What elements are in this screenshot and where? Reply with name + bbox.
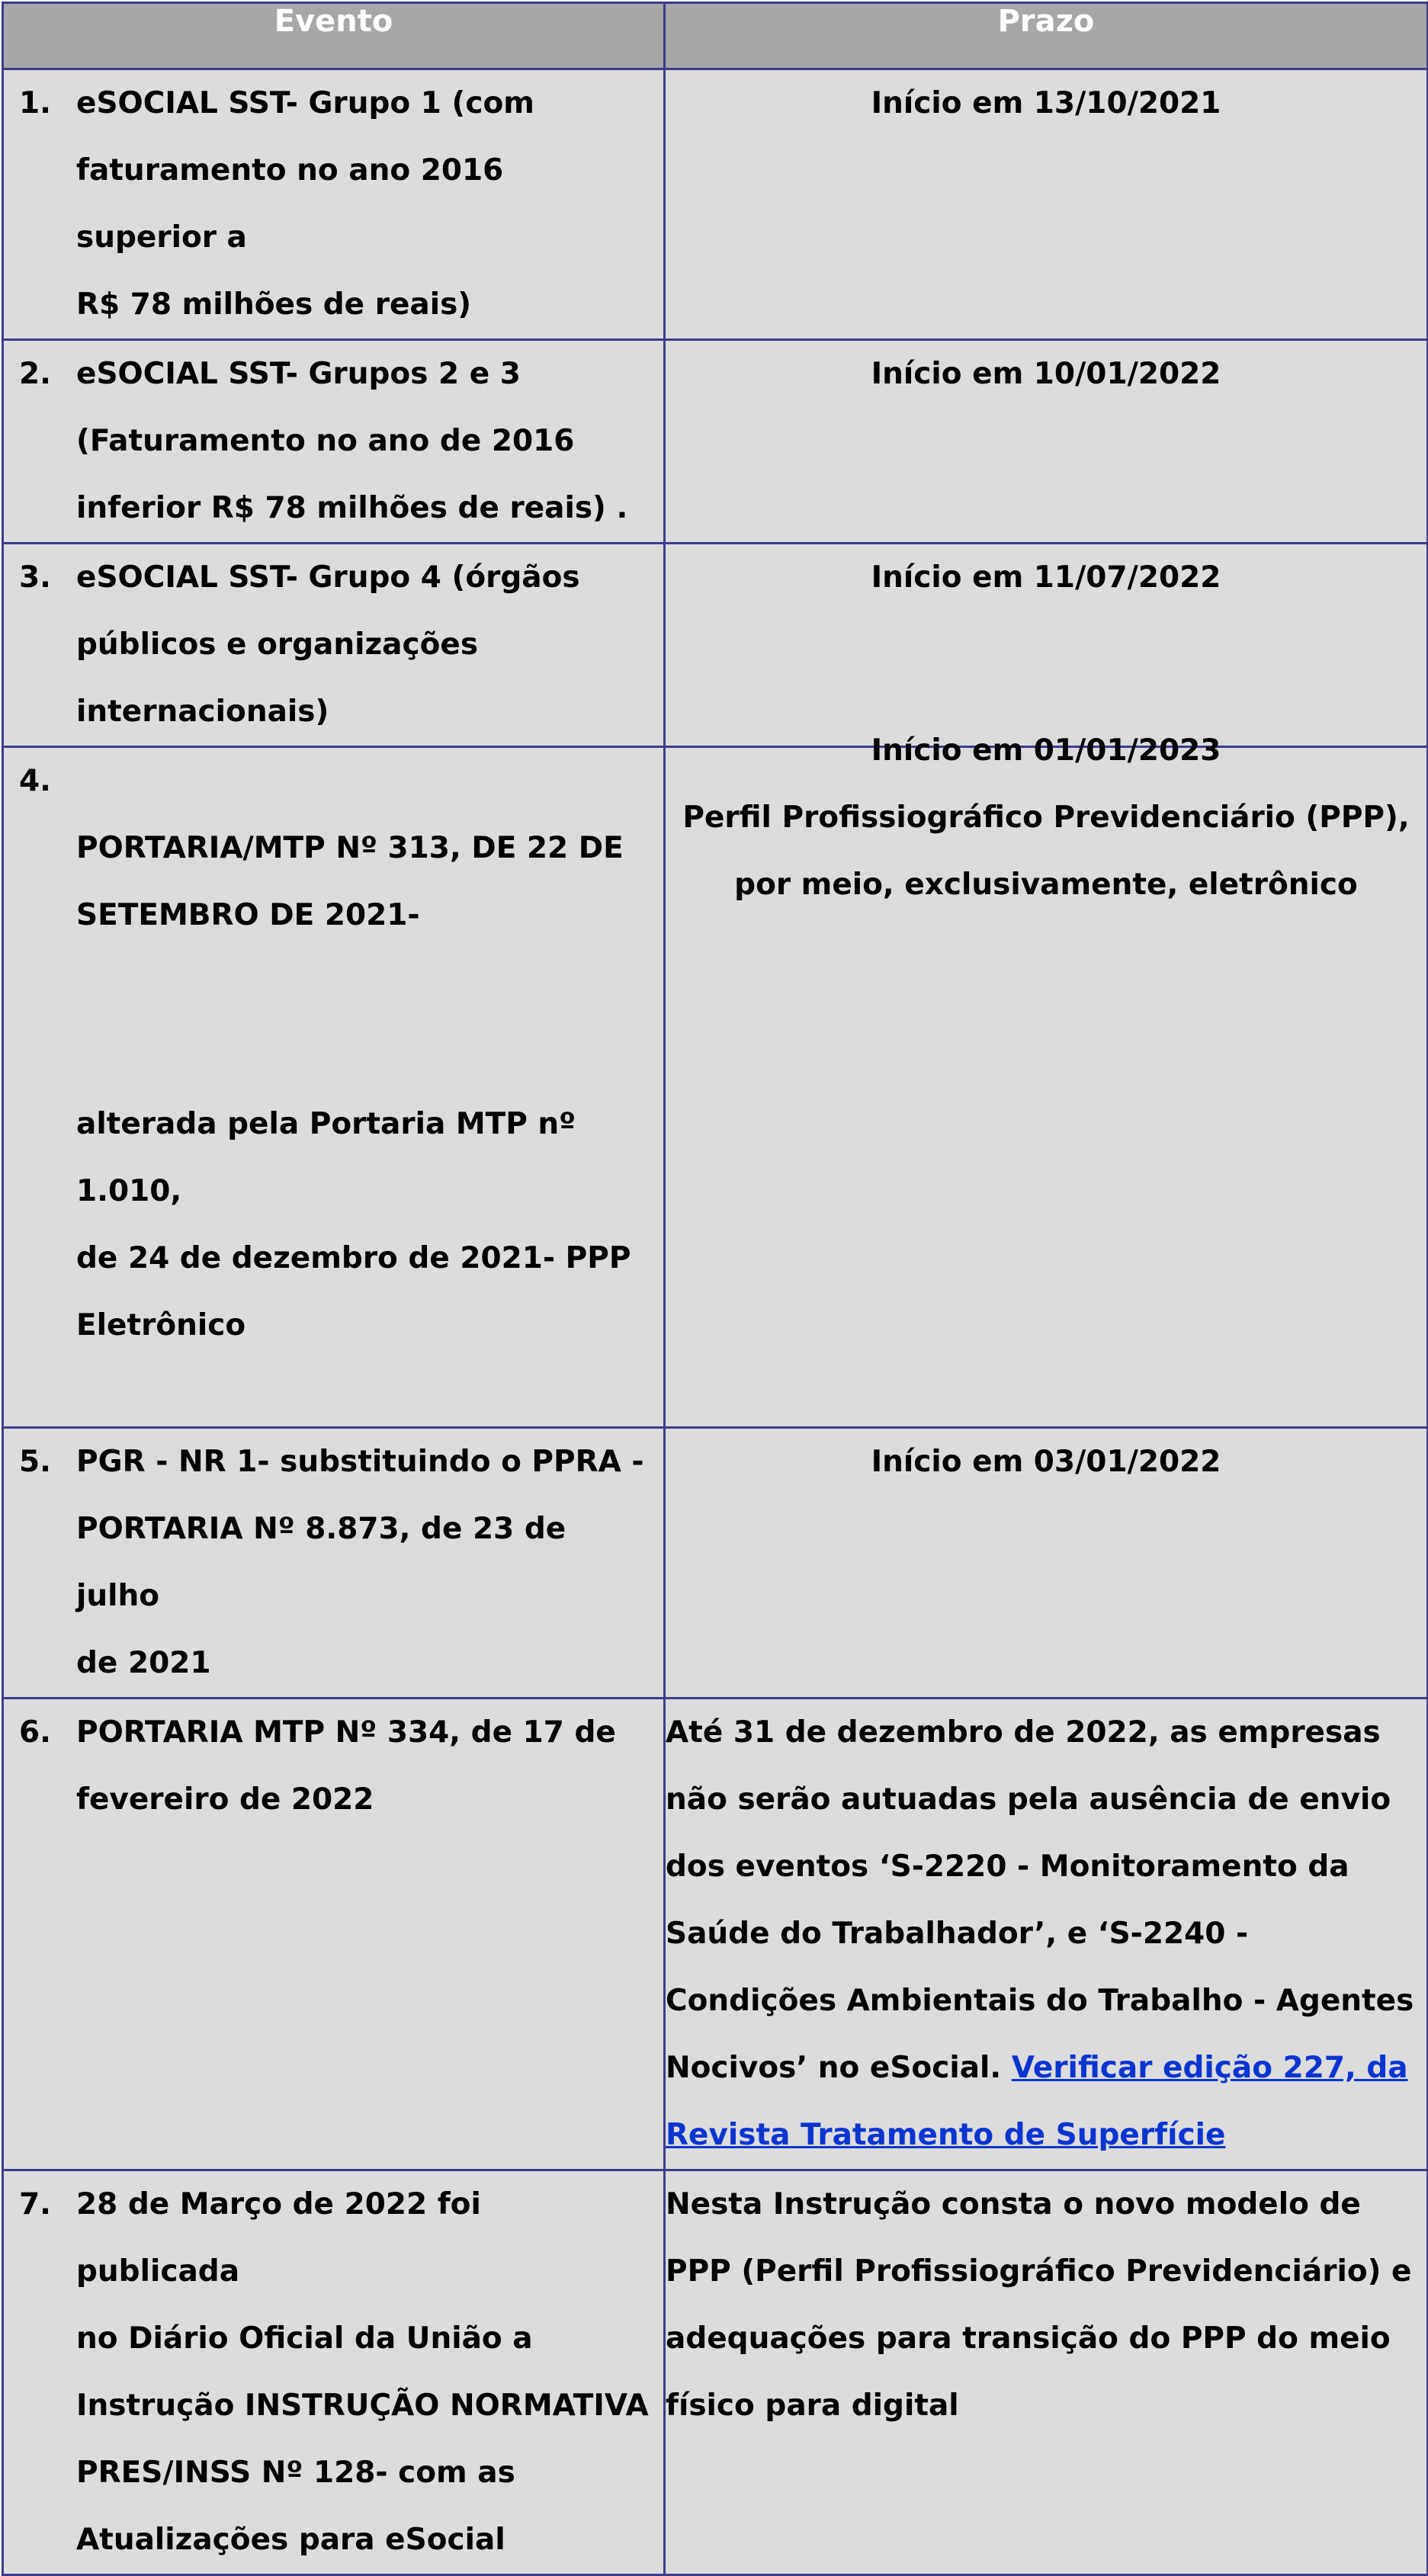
evento-cell bbox=[3, 747, 665, 1428]
table-row bbox=[3, 1428, 1428, 1699]
spacer bbox=[76, 1016, 651, 1024]
row-number: 6. bbox=[19, 1715, 51, 1750]
row-number: 7. bbox=[19, 2187, 51, 2222]
prazo-cell bbox=[665, 544, 1428, 747]
evento-text: eSOCIAL SST- Grupo 1 (com faturamento no ano 2016 superior a R$ 78 milhões de reais) bbox=[76, 86, 534, 322]
evento-cell bbox=[3, 69, 665, 340]
prazo-text: Até 31 de dezembro de 2022, as empresas não serão autuadas pela ausência de envio dos eventos ‘S-2220 - Monitoramento da Saúde do Trabalhador’, e ‘S-2240 - Condições Ambientais do Trabalho - Agentes Nocivos’ no eSocial. bbox=[666, 1715, 1414, 2085]
evento-text: PORTARIA/MTP Nº 313, DE 22 DE SETEMBRO DE 2021- bbox=[76, 831, 624, 932]
prazo-text: Nesta Instrução consta o novo modelo de PPP (Perfil Profissiográfico Previdenciário) e adequações para transição do PPP do meio físico para digital bbox=[666, 2187, 1412, 2423]
prazo-text: Início em 13/10/2021 bbox=[871, 86, 1221, 120]
header-evento: Evento bbox=[3, 3, 665, 69]
evento-text: PORTARIA MTP Nº 334, de 17 de fevereiro de 2022 bbox=[76, 1715, 616, 1817]
prazo-cell bbox=[665, 340, 1428, 544]
row-number: 4. bbox=[19, 764, 51, 798]
evento-text: PGR - NR 1- substituindo o PPRA - PORTARIA Nº 8.873, de 23 de julho de 2021 bbox=[76, 1445, 644, 1680]
evento-cell bbox=[3, 2170, 665, 2575]
table-row bbox=[3, 1699, 1428, 2170]
evento-cell bbox=[3, 1428, 665, 1699]
table-row bbox=[3, 69, 1428, 340]
evento-text: eSOCIAL SST- Grupo 4 (órgãos públicos e organizações internacionais) bbox=[76, 560, 580, 729]
events-table bbox=[2, 2, 1428, 2576]
evento-cell bbox=[3, 1699, 665, 2170]
evento-cell bbox=[3, 340, 665, 544]
row-number: 1. bbox=[19, 86, 51, 120]
table-row bbox=[3, 544, 1428, 747]
row-number: 2. bbox=[19, 357, 51, 391]
evento-text: 28 de Março de 2022 foi publicada no Diário Oficial da União a Instrução INSTRUÇÃO NORMATIVA PRES/INSS Nº 128- com as Atualizações para eSocial bbox=[76, 2187, 649, 2557]
prazo-cell bbox=[665, 69, 1428, 340]
row-number: 3. bbox=[19, 560, 51, 595]
table-row bbox=[3, 747, 1428, 1428]
header-prazo: Prazo bbox=[665, 3, 1428, 69]
evento-cell bbox=[3, 544, 665, 747]
prazo-text: Início em 03/01/2022 bbox=[871, 1445, 1221, 1479]
prazo-cell bbox=[665, 2170, 1428, 2575]
prazo-detail-line: Perfil Profissiográfico Previdenciário (PPP), bbox=[682, 800, 1410, 835]
prazo-text: Início em 10/01/2022 bbox=[871, 357, 1221, 391]
table-row bbox=[3, 2170, 1428, 2575]
evento-text-continued: alterada pela Portaria MTP nº 1.010, de 24 de dezembro de 2021- PPP Eletrônico bbox=[76, 1107, 631, 1343]
evento-text: eSOCIAL SST- Grupos 2 e 3 (Faturamento no ano de 2016 inferior R$ 78 milhões de reais) . bbox=[76, 357, 628, 525]
revista-link[interactable]: Verificar edição 227, da Revista Tratamento de Superfície bbox=[666, 2051, 1408, 2152]
prazo-cell bbox=[665, 733, 1428, 1428]
row-number: 5. bbox=[19, 1445, 51, 1479]
prazo-text: Início em 01/01/2023 bbox=[871, 733, 1221, 768]
prazo-cell bbox=[665, 1428, 1428, 1699]
table-row bbox=[3, 340, 1428, 544]
prazo-text: Início em 11/07/2022 bbox=[871, 560, 1221, 595]
table-header-row bbox=[3, 3, 1428, 69]
prazo-detail-line: por meio, exclusivamente, eletrônico bbox=[734, 868, 1358, 902]
evento-text-block bbox=[76, 748, 663, 1426]
prazo-cell bbox=[665, 1699, 1428, 2170]
